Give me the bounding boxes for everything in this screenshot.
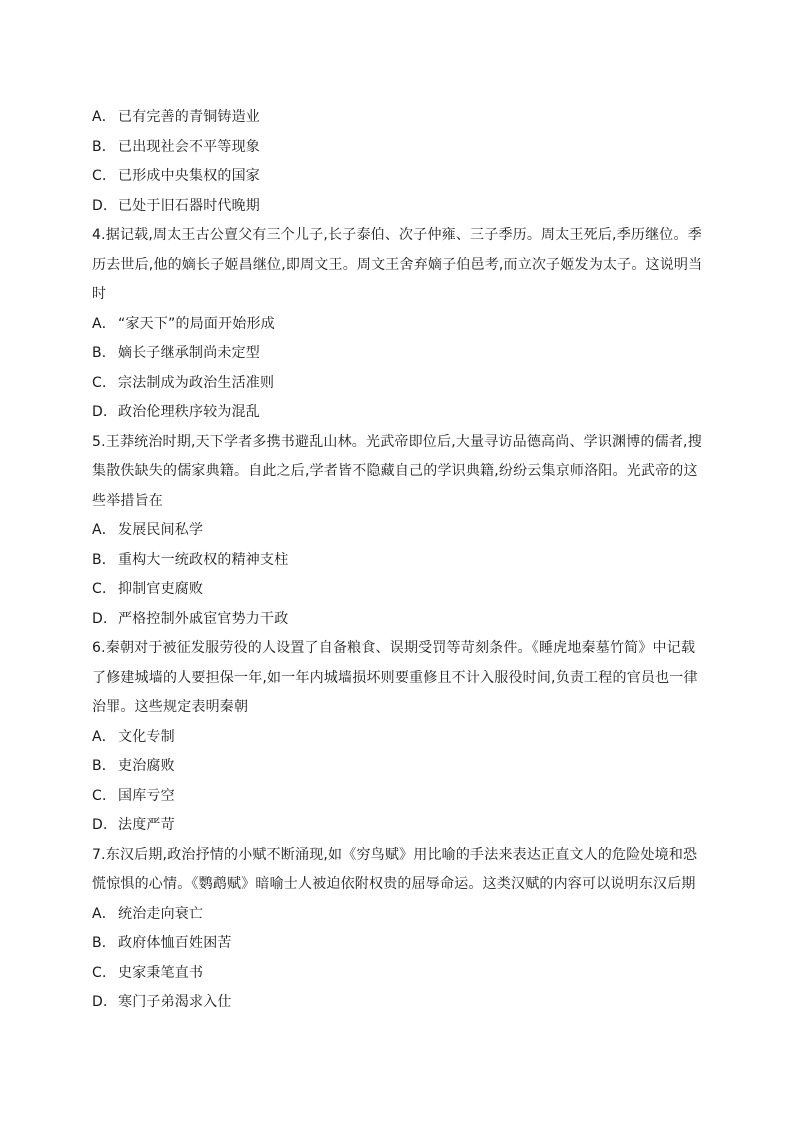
question-7 [92, 841, 704, 1018]
q4-option-d: D．政治伦理秩序较为混乱 [92, 404, 260, 420]
q4-option-c: C． 宗法制成为政治生活准则 [92, 374, 275, 391]
q4-stem-line: 历去世后,他的嫡长子姬昌继位,即周文王。周文王舍弃嫡子伯邑考,而立次子姬发为太子。这说明当 [92, 256, 703, 273]
q5-option-b: B． 重构大一统政权的精神支柱 [92, 551, 289, 568]
q5-option-c: C． 抑制官吏腐败 [92, 581, 204, 597]
q7-stem-line: 7.东汉后期,政治抒情的小赋不断涌现,如《穷鸟赋》用比喻的手法来表达正直文人的危险处境和恐 [92, 846, 698, 863]
q5-option-a: A． 发展民间私学 [92, 522, 204, 538]
q5-stem [92, 428, 704, 517]
q6-stem-line: 6.秦朝对于被征发服劳役的人设置了自备粮食、误期受罚等苛刻条件。《睡虎地秦墓竹简》中记载 [92, 640, 696, 656]
q5-stem-line: 些举措旨在 [92, 492, 163, 509]
q7-stem-line: 慌惊惧的心情。《鹦鹉赋》暗喻士人被迫依附权贵的屈辱命运。这类汉赋的内容可以说明东汉后期 [92, 876, 696, 892]
q3-option-c: C． 已形成中央集权的国家 [92, 168, 260, 184]
q6-option-b: B． 吏治腐败 [92, 758, 175, 774]
question-6 [92, 634, 704, 841]
q6-stem-line: 治罪。这些规定表明秦朝 [92, 699, 249, 715]
q4-stem-line: 时 [92, 286, 107, 302]
question-4 [92, 221, 704, 428]
q6-option-a: A． 文化专制 [92, 728, 175, 745]
q3-option-b: B． 已出现社会不平等现象 [92, 138, 260, 155]
q6-option-d: D．法度严苛 [92, 817, 175, 833]
q7-option-c: C． 史家秉笔直书 [92, 964, 204, 981]
q4-option-b: B． 嫡长子继承制尚未定型 [92, 345, 260, 361]
q4-stem [92, 221, 704, 310]
q3-option-d: D．已处于旧石器时代晚期 [92, 197, 260, 214]
q6-option-c: C． 国库亏空 [92, 787, 175, 804]
q5-option-d: D．严格控制外戚宦官势力干政 [92, 610, 289, 627]
document-content [92, 103, 704, 1018]
q7-stem [92, 841, 704, 900]
q6-stem-line: 了修建城墙的人要担保一年,如一年内城墙损坏则要重修且不计入服役时间,负责工程的官员也一律 [92, 669, 698, 686]
q4-option-a: A． “家天下”的局面开始形成 [92, 315, 275, 332]
question-5 [92, 428, 704, 635]
q7-option-b: B． 政府体恤百姓困苦 [92, 935, 232, 951]
q7-option-a: A． 统治走向衰亡 [92, 905, 204, 922]
q5-stem-line: 集散佚缺失的儒家典籍。自此之后,学者皆不隐藏自己的学识典籍,纷纷云集京师洛阳。光武帝的这 [92, 463, 698, 479]
q7-option-d: D．寒门子弟渴求入仕 [92, 994, 232, 1010]
q4-stem-line: 4.据记载,周太王古公亶父有三个儿子,长子泰伯、次子仲雍、三子季历。周太王死后,季历继位。季 [92, 227, 702, 243]
q5-stem-line: 5.王莽统治时期,天下学者多携书避乱山林。光武帝即位后,大量寻访品德高尚、学识渊博的儒者,搜 [92, 433, 702, 450]
q3-option-a: A． 已有完善的青铜铸造业 [92, 109, 260, 125]
q6-stem [92, 634, 704, 723]
question-3-options [92, 103, 704, 221]
